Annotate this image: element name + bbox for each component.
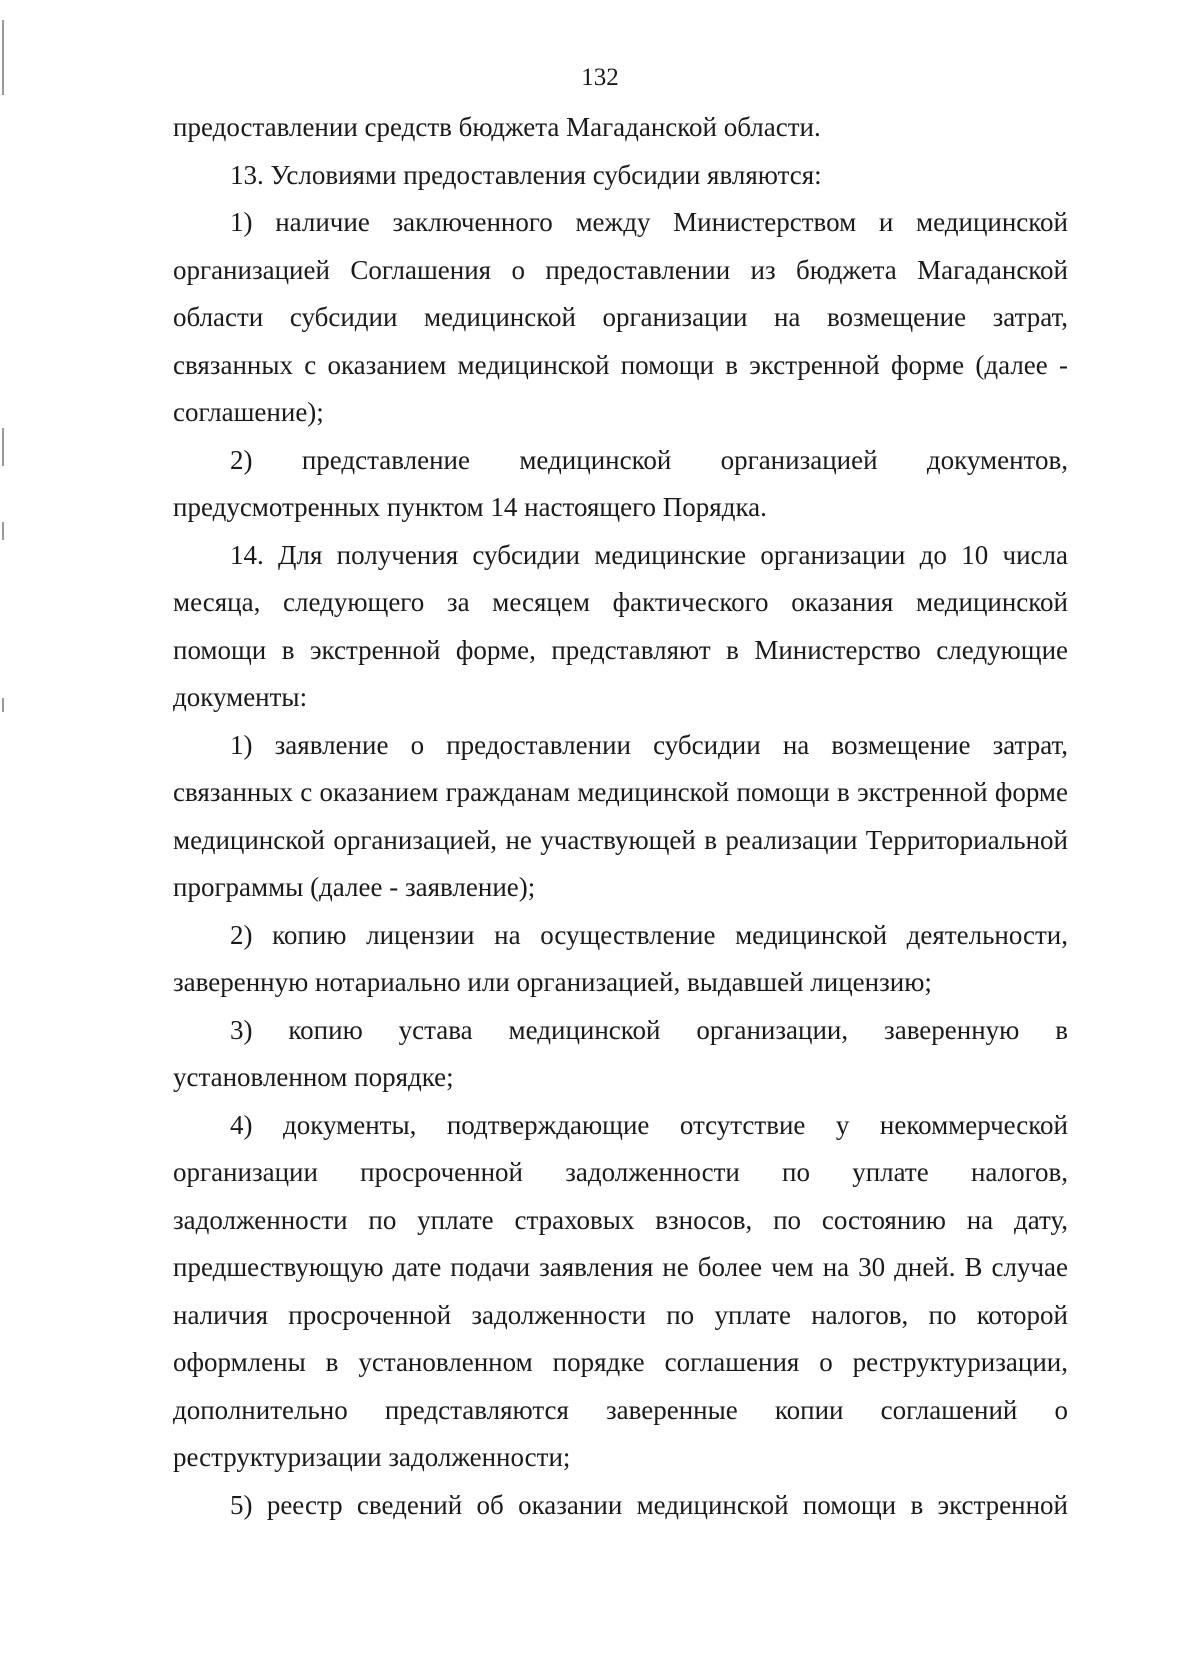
paragraph-clause-14-item-3: 3) копию устава медицинской организации, заверенную в установленном порядке; [173,1014,1068,1092]
paragraph-clause-14-item-4: 4) документы, подтверждающие отсутствие у некоммерческой организации просроченной задолженности по уплате налогов, задолженности по уплате страховых взносов, по состоянию на дату, предшествующую дате подачи заявления не более чем на 30 дней. В случае наличия просроченной задолженности по уплате налогов, по которой оформлены в установленном порядке соглашения о реструктуризации, дополнительно представляются заверенные копии соглашений о реструктуризации задолженности; [173,1109,1068,1472]
scan-edge-mark [2,522,4,540]
scan-edge-mark [2,428,4,466]
paragraph-continuation: предоставлении средств бюджета Магаданской области. [173,112,821,142]
document-body [173,104,1068,1529]
paragraph-clause-13-item-1: 1) наличие заключенного между Министерством и медицинской организацией Соглашения о предоставлении из бюджета Магаданской области субсидии медицинской организации на возмещение затрат, связанных с оказанием медицинской помощи в экстренной форме (далее - соглашение); [173,207,1068,427]
paragraph-clause-14-item-5: 5) реестр сведений об оказании медицинской помощи в экстренной [230,1489,1068,1520]
paragraph-clause-13-item-2: 2) представление медицинской организацией документов, предусмотренных пунктом 14 настоящего Порядка. [173,444,1068,522]
paragraph-clause-14-item-1: 1) заявление о предоставлении субсидии на возмещение затрат, связанных с оказанием гражданам медицинской помощи в экстренной форме медицинской организацией, не участвующей в реализации Территориальной программы (далее - заявление); [173,729,1068,902]
paragraph-clause-13: 13. Условиями предоставления субсидии являются: [230,159,822,190]
scan-edge-mark [2,698,4,712]
paragraph-clause-14-item-2: 2) копию лицензии на осуществление медицинской деятельности, заверенную нотариально или организацией, выдавшей лицензию; [173,919,1068,997]
paragraph-clause-14: 14. Для получения субсидии медицинские организации до 10 числа месяца, следующего за месяцем фактического оказания медицинской помощи в экстренной форме, представляют в Министерство следующие документы: [173,539,1068,712]
page-number: 132 [581,64,619,91]
